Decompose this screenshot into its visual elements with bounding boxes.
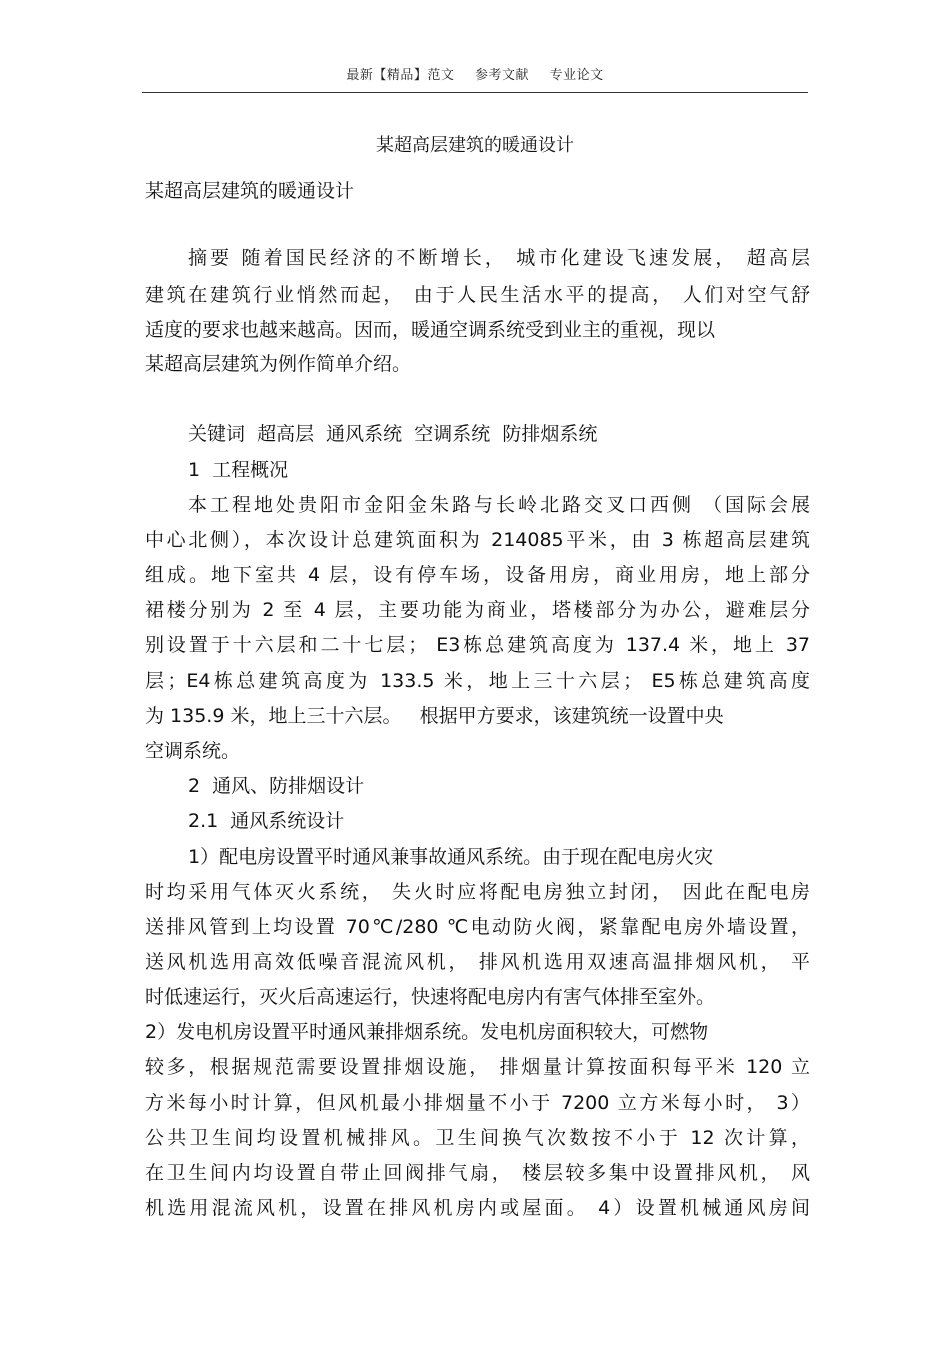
body-line: 较多，根据规范需要设置排烟设施， 排烟量计算按面积每平米 120 立 bbox=[145, 1056, 810, 1078]
page-header bbox=[0, 64, 950, 83]
header-divider bbox=[142, 92, 808, 93]
keywords: 关键词 超高层 通风系统 空调系统 防排烟系统 bbox=[188, 423, 598, 445]
body-line: 时低速运行，灭火后高速运行，快速将配电房内有害气体排至室外。 bbox=[145, 986, 716, 1008]
abstract-line: 建筑在建筑行业悄然而起， 由于人民生活水平的提高， 人们对空气舒 bbox=[145, 284, 810, 306]
body-line: 时均采用气体灭火系统， 失火时应将配电房独立封闭， 因此在配电房 bbox=[145, 881, 810, 903]
body-line: 公共卫生间均设置机械排风。卫生间换气次数按不小于 12 次计算， bbox=[145, 1127, 810, 1149]
body-line: 机选用混流风机，设置在排风机房内或屋面。 4）设置机械通风房间 bbox=[145, 1197, 810, 1219]
document-subtitle: 某超高层建筑的暖通设计 bbox=[145, 180, 355, 202]
body-line: 裙楼分别为 2 至 4 层，主要功能为商业，塔楼部分为办公，避难层分 bbox=[145, 599, 810, 621]
header-item-references: 参考文献 bbox=[474, 68, 529, 83]
body-line: 送风机选用高效低噪音混流风机， 排风机选用双速高温排烟风机， 平 bbox=[145, 951, 810, 973]
abstract-line: 摘要 随着国民经济的不断增长， 城市化建设飞速发展， 超高层 bbox=[188, 247, 810, 269]
body-line: 在卫生间内均设置自带止回阀排气扇， 楼层较多集中设置排风机， 风 bbox=[145, 1162, 810, 1184]
body-line: 1）配电房设置平时通风兼事故通风系统。由于现在配电房火灾 bbox=[188, 846, 714, 868]
body-line: 为 135.9 米，地上三十六层。 根据甲方要求，该建筑统一设置中央 bbox=[145, 705, 724, 727]
abstract-line: 某超高层建筑为例作简单介绍。 bbox=[145, 353, 412, 375]
body-line: 别设置于十六层和二十七层； E3栋总建筑高度为 137.4 米，地上 37 bbox=[145, 634, 810, 656]
section-heading: 1 工程概况 bbox=[188, 459, 289, 481]
header-item-papers: 专业论文 bbox=[549, 68, 604, 83]
document-title: 某超高层建筑的暖通设计 bbox=[376, 135, 574, 156]
body-line: 中心北侧），本次设计总建筑面积为 214085平米，由 3 栋超高层建筑 bbox=[145, 529, 810, 551]
body-line: 组成。地下室共 4 层，设有停车场，设备用房，商业用房，地上部分 bbox=[145, 564, 810, 586]
body-line: 送排风管到上均设置 70℃/280 ℃电动防火阀，紧靠配电房外墙设置， bbox=[145, 916, 810, 938]
body-line: 层；E4栋总建筑高度为 133.5 米，地上三十六层； E5栋总建筑高度 bbox=[145, 670, 810, 692]
body-line: 2）发电机房设置平时通风兼排烟系统。发电机房面积较大，可燃物 bbox=[145, 1021, 709, 1043]
section-heading: 2 通风、防排烟设计 bbox=[188, 775, 365, 797]
header-item-latest: 最新【精品】范文 bbox=[346, 68, 455, 83]
subsection-heading: 2.1 通风系统设计 bbox=[188, 810, 345, 832]
body-line: 空调系统。 bbox=[145, 740, 241, 762]
body-line: 本工程地处贵阳市金阳金朱路与长岭北路交叉口西侧 （国际会展 bbox=[188, 494, 810, 516]
body-line: 方米每小时计算，但风机最小排烟量不小于 7200 立方米每小时， 3） bbox=[145, 1092, 810, 1114]
abstract-line: 适度的要求也越来越高。因而，暖通空调系统受到业主的重视，现以 bbox=[145, 319, 716, 341]
